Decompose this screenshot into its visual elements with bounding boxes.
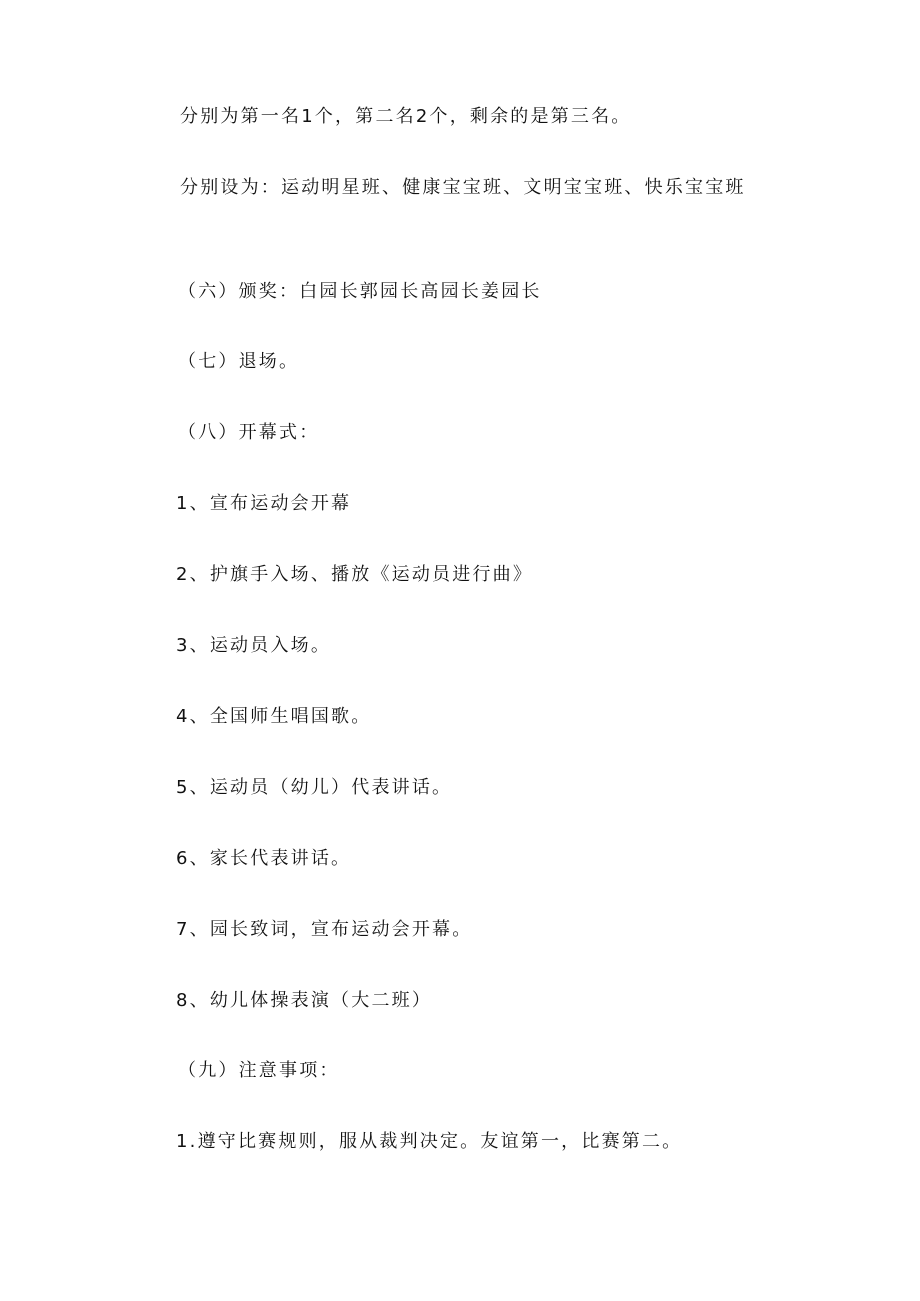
list-item-5: 5、运动员（幼儿）代表讲话。 [176, 777, 453, 798]
section-heading-awards: （六）颁奖：白园长郭园长高园长姜园长 [178, 281, 542, 302]
text-line-award-ranks: 分别为第一名1个，第二名2个，剩余的是第三名。 [180, 106, 632, 127]
list-item-3: 3、运动员入场。 [176, 635, 332, 656]
section-heading-notes: （九）注意事项： [178, 1060, 340, 1081]
list-item-8: 8、幼儿体操表演（大二班） [176, 990, 433, 1011]
list-item-1: 1、宣布运动会开幕 [176, 493, 352, 514]
list-item-4: 4、全国师生唱国歌。 [176, 706, 372, 727]
list-item-7: 7、园长致词，宣布运动会开幕。 [176, 919, 473, 940]
section-heading-opening: （八）开幕式： [178, 422, 320, 443]
text-line-class-titles: 分别设为：运动明星班、健康宝宝班、文明宝宝班、快乐宝宝班 [180, 177, 746, 198]
list-item-6: 6、家长代表讲话。 [176, 848, 352, 869]
note-item-1: 1.遵守比赛规则，服从裁判决定。友谊第一，比赛第二。 [176, 1131, 683, 1152]
section-heading-exit: （七）退场。 [178, 351, 300, 372]
list-item-2: 2、护旗手入场、播放《运动员进行曲》 [176, 564, 534, 585]
